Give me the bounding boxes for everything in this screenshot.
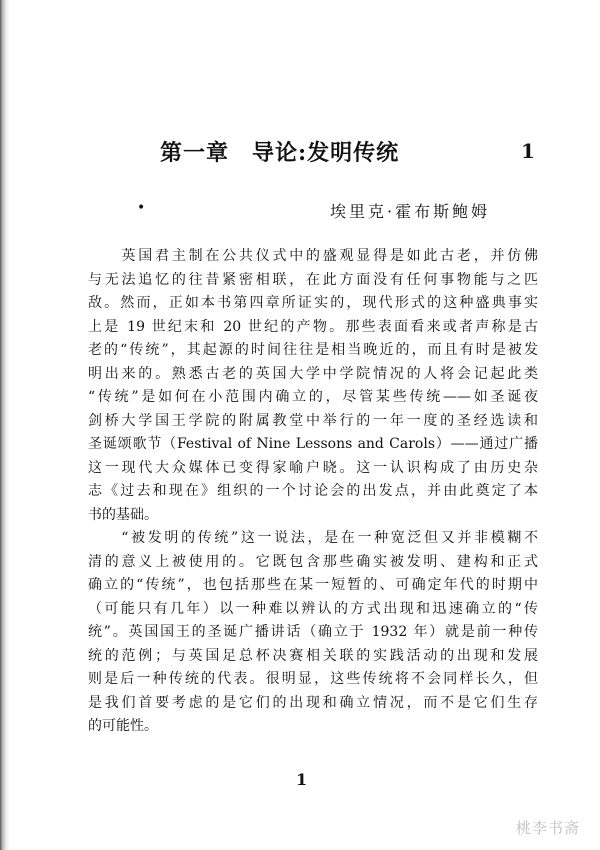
text-line: 志《过去和现在》组织的一个讨论会的出发点，并由此奠定了本 bbox=[88, 483, 538, 499]
chapter-number: 1 bbox=[521, 139, 535, 163]
text-line: （可能只有几年）以一种难以辨认的方式出现和迅速确立的“传 bbox=[88, 600, 538, 617]
paragraph-1 bbox=[88, 245, 538, 527]
paragraph-2 bbox=[88, 527, 538, 739]
text-line: 确立的“传统”，也包括那些在某一短暂的、可确定年代的时期中 bbox=[88, 577, 538, 593]
text-line: 英国君主制在公共仪式中的盛观显得是如此古老，并仿佛 bbox=[88, 248, 538, 264]
text-line: “被发明的传统”这一说法，是在一种宽泛但又并非模糊不 bbox=[88, 530, 538, 546]
body-text bbox=[88, 245, 538, 739]
text-line: “传统”是如何在小范围内确立的，尽管某些传统——如圣诞夜 bbox=[88, 389, 538, 405]
text-line: 圣诞颂歌节（Festival of Nine Lessons and Carols）——通过广播 bbox=[88, 436, 538, 452]
text-line: 则是后一种传统的代表。很明显，这些传统将不会同样长久，但 bbox=[88, 671, 538, 687]
text-line: 的可能性。 bbox=[88, 718, 158, 734]
bullet-mark: • bbox=[137, 200, 146, 216]
text-line: 书的基础。 bbox=[88, 506, 158, 523]
text-line: 与无法追忆的往昔紧密相联，在此方面没有任何事物能与之匹 bbox=[88, 271, 538, 288]
text-line: 统的范例；与英国足总杯决赛相关联的实践活动的出现和发展 bbox=[88, 647, 538, 664]
text-line: 明出来的。熟悉古老的英国大学中学院情况的人将会记起此类 bbox=[88, 365, 538, 382]
text-line: 清的意义上被使用的。它既包含那些确实被发明、建构和正式 bbox=[88, 553, 538, 570]
text-line: 上是 19 世纪末和 20 世纪的产物。那些表面看来或者声称是古 bbox=[88, 318, 538, 335]
watermark: 桃李书斋 bbox=[516, 819, 581, 837]
author-name: 埃里克·霍布斯鲍姆 bbox=[330, 202, 491, 221]
text-line: 统”。英国国王的圣诞广播讲话（确立于 1932 年）就是前一种传 bbox=[88, 624, 538, 640]
text-line: 是我们首要考虑的是它们的出现和确立情况，而不是它们生存 bbox=[88, 694, 538, 711]
chapter-title: 第一章 导论:发明传统 bbox=[160, 140, 400, 166]
page-edge-shadow bbox=[0, 0, 10, 850]
text-line: 老的“传统”，其起源的时间往往是相当晚近的，而且有时是被发 bbox=[88, 342, 538, 358]
text-line: 这一现代大众媒体已变得家喻户晓。这一认识构成了由历史杂 bbox=[88, 459, 538, 476]
page-number: 1 bbox=[296, 770, 308, 789]
text-line: 敌。然而，正如本书第四章所证实的，现代形式的这种盛典事实 bbox=[88, 295, 538, 311]
text-line: 剑桥大学国王学院的附属教堂中举行的一年一度的圣经选读和 bbox=[88, 412, 538, 429]
